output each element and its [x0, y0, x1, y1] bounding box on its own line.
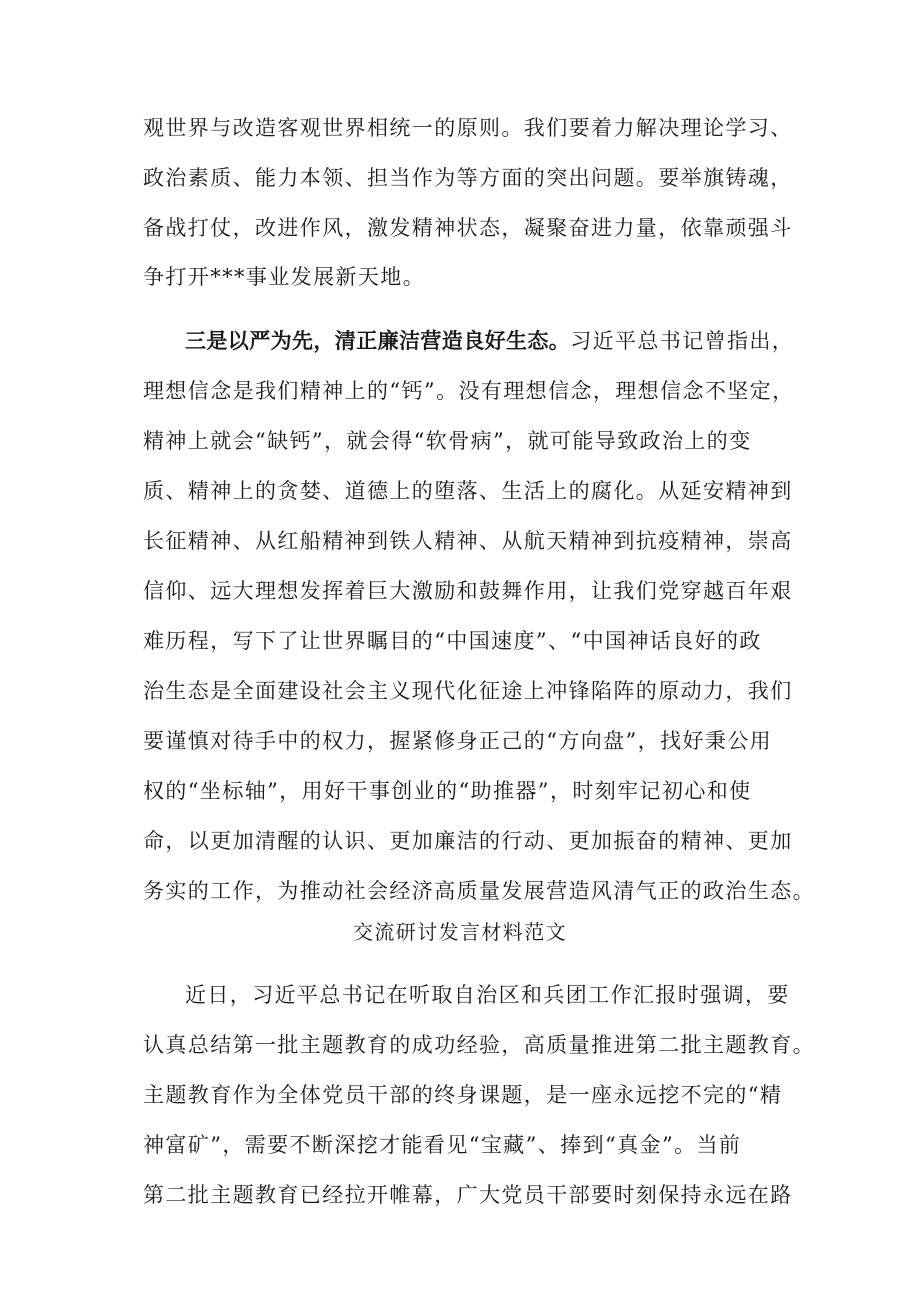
paragraph-line: 认真总结第一批主题教育的成功经验，高质量推进第二批主题教育。 [143, 1033, 815, 1057]
paragraph-line: 命，以更加清醒的认识、更加廉洁的行动、更加振奋的精神、更加 [143, 829, 793, 853]
paragraph-line: 权的“坐标轴”，用好干事创业的“助推器”，时刻牢记初心和使 [143, 779, 752, 803]
paragraph-line: 难历程，写下了让世界瞩目的“中国速度”、“中国神话良好的政 [143, 629, 762, 653]
paragraph-line: 观世界与改造客观世界相统一的原则。我们要着力解决理论学习、 [143, 116, 793, 140]
paragraph-line: 治生态是全面建设社会主义现代化征途上冲锋陷阵的原动力，我们 [143, 679, 793, 703]
paragraph-first-line: 近日，习近平总书记在听取自治区和兵团工作汇报时强调，要 [185, 983, 790, 1007]
paragraph-text: 习近平总书记曾指出， [570, 329, 795, 353]
paragraph-line: 信仰、远大理想发挥着巨大激励和鼓舞作用，让我们党穿越百年艰 [143, 579, 793, 603]
paragraph-heading: 三是以严为先，清正廉洁营造良好生态。 [185, 329, 571, 353]
paragraph-line: 政治素质、能力本领、担当作为等方面的突出问题。要举旗铸魂， [143, 166, 793, 190]
paragraph-line: 务实的工作，为推动社会经济高质量发展营造风清气正的政治生态。 [143, 879, 815, 903]
paragraph-line: 神富矿”，需要不断深挖才能看见“宝藏”、捧到“真金”。当前 [143, 1133, 742, 1157]
paragraph-line: 理想信念是我们精神上的“钙”。没有理想信念，理想信念不坚定， [143, 379, 795, 403]
paragraph-line: 备战打仗，改进作风，激发精神状态，凝聚奋进力量，依靠顽强斗 [143, 216, 793, 240]
paragraph-line: 质、精神上的贪婪、道德上的堕落、生活上的腐化。从延安精神到 [143, 479, 793, 503]
paragraph-line: 要谨慎对待手中的权力，握紧修身正己的“方向盘”，找好秉公用 [143, 729, 773, 753]
paragraph-line: 精神上就会“缺钙”，就会得“软骨病”，就可能导致政治上的变 [143, 429, 752, 453]
paragraph-line: 主题教育作为全体党员干部的终身课题，是一座永远挖不完的“精 [143, 1083, 783, 1107]
paragraph-first-line [185, 327, 795, 355]
paragraph-line: 长征精神、从红船精神到铁人精神、从航天精神到抗疫精神，崇高 [143, 529, 793, 553]
paragraph-line: 争打开***事业发展新天地。 [143, 265, 426, 289]
paragraph-line: 第二批主题教育已经拉开帷幕，广大党员干部要时刻保持永远在路 [143, 1183, 793, 1207]
section-title: 交流研讨发言材料范文 [353, 920, 567, 944]
